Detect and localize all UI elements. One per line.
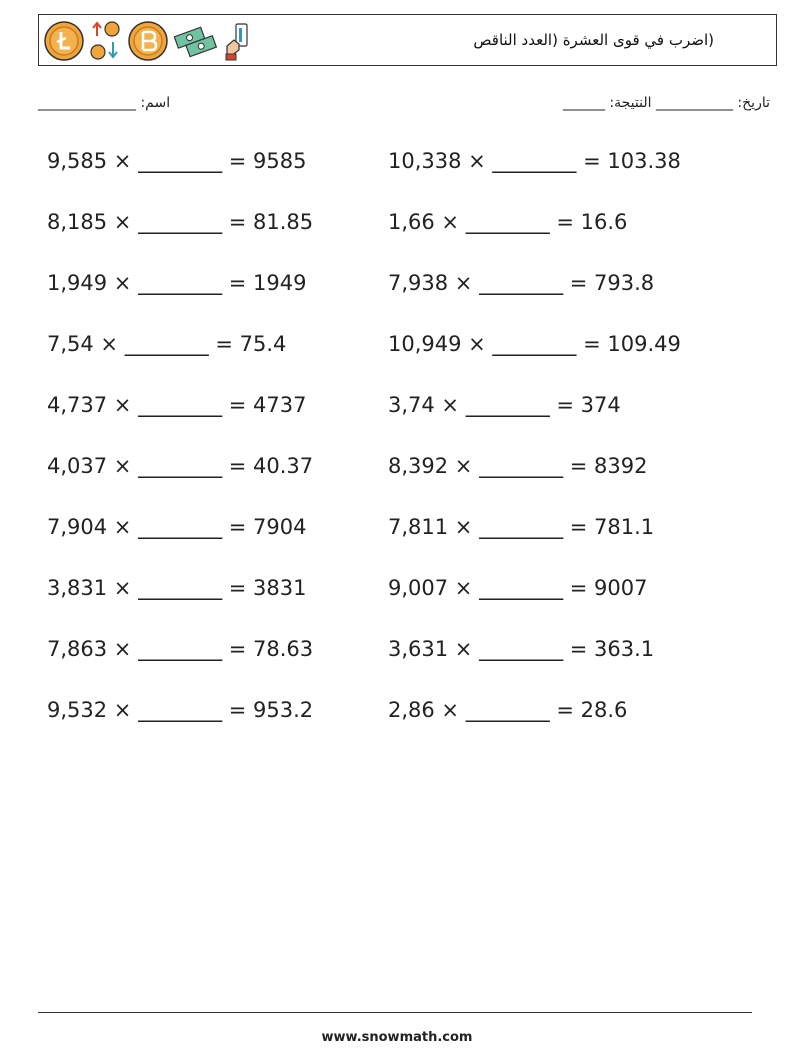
litecoin-icon [43, 20, 85, 62]
problem-item: 3,631 × ________ = 363.1 [388, 637, 655, 661]
problem-item: 1,949 × ________ = 1949 [47, 271, 307, 295]
problem-item: 2,86 × ________ = 28.6 [388, 698, 628, 722]
problem-item: 9,007 × ________ = 9007 [388, 576, 648, 600]
footer-url: www.snowmath.com [321, 1030, 473, 1045]
problem-item: 4,037 × ________ = 40.37 [47, 454, 314, 478]
banknotes-icon [173, 20, 217, 62]
worksheet-header [38, 14, 777, 66]
problem-item: 8,392 × ________ = 8392 [388, 454, 648, 478]
problem-item: 3,74 × ________ = 374 [388, 393, 621, 417]
problem-item: 10,949 × ________ = 109.49 [388, 332, 681, 356]
problem-item: 7,811 × ________ = 781.1 [388, 515, 655, 539]
problem-item: 9,585 × ________ = 9585 [47, 149, 307, 173]
problem-item: 7,54 × ________ = 75.4 [47, 332, 287, 356]
hand-card-icon [221, 20, 255, 62]
problem-item: 7,863 × ________ = 78.63 [47, 637, 314, 661]
name-field: ______________ :اسم [38, 95, 171, 111]
exchange-arrows-icon [89, 20, 123, 62]
problem-item: 9,532 × ________ = 953.2 [47, 698, 314, 722]
problem-item: 3,831 × ________ = 3831 [47, 576, 307, 600]
problem-item: 10,338 × ________ = 103.38 [388, 149, 681, 173]
problem-item: 7,938 × ________ = 793.8 [388, 271, 655, 295]
problem-item: 4,737 × ________ = 4737 [47, 393, 307, 417]
header-icons [43, 19, 255, 63]
worksheet-title: (اضرب في قوى العشرة (العدد الناقص [473, 31, 714, 49]
footer-divider [38, 1012, 752, 1013]
score-date-field: ______ :تاريخ: ___________ النتيجة [562, 95, 770, 111]
problem-item: 7,904 × ________ = 7904 [47, 515, 307, 539]
problem-item: 8,185 × ________ = 81.85 [47, 210, 314, 234]
bitcoin-icon [127, 20, 169, 62]
problem-item: 1,66 × ________ = 16.6 [388, 210, 628, 234]
